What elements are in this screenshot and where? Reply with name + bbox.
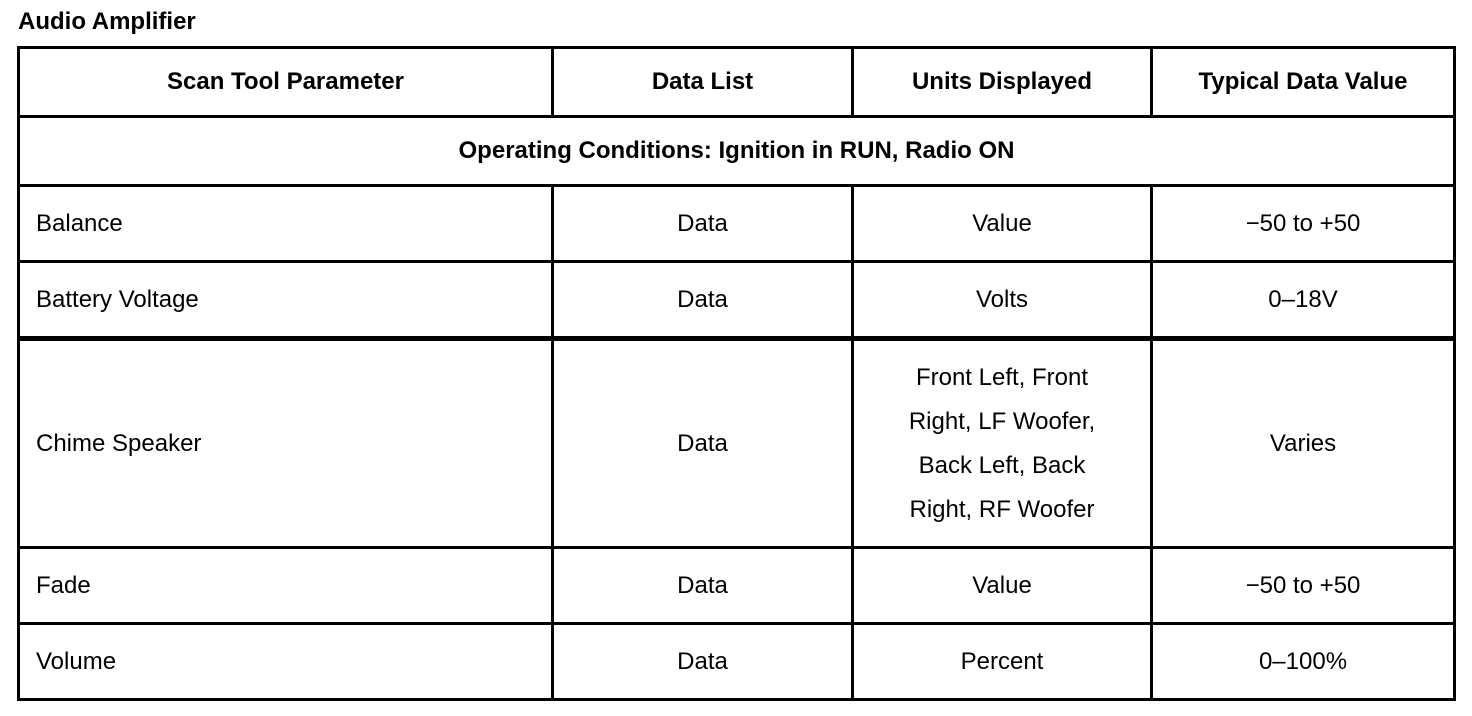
units-multiline-text: Front Left, Front Right, LF Woofer, Back Left, Back Right, RF Woofer (908, 363, 1096, 523)
data-list-cell: Data (553, 262, 853, 339)
typical-value-cell: 0–18V (1152, 262, 1455, 339)
document-title: Audio Amplifier (18, 8, 196, 35)
data-list-cell: Data (553, 624, 853, 700)
parameter-cell: Chime Speaker (19, 339, 553, 548)
units-cell: Percent (853, 624, 1152, 700)
units-cell: Value (853, 548, 1152, 624)
header-scan-tool-parameter: Scan Tool Parameter (19, 48, 553, 117)
typical-value-cell: 0–100% (1152, 624, 1455, 700)
data-list-cell: Data (553, 186, 853, 262)
units-cell: Value (853, 186, 1152, 262)
units-cell (853, 339, 1152, 548)
parameter-cell: Battery Voltage (19, 262, 553, 339)
typical-value-cell: Varies (1152, 339, 1455, 548)
parameter-cell: Fade (19, 548, 553, 624)
typical-value-cell: −50 to +50 (1152, 186, 1455, 262)
operating-conditions: Operating Conditions: Ignition in RUN, Radio ON (19, 117, 1455, 186)
table-row (19, 262, 1455, 339)
typical-value-cell: −50 to +50 (1152, 548, 1455, 624)
parameter-cell: Volume (19, 624, 553, 700)
table-row (19, 186, 1455, 262)
table-header-row (19, 48, 1455, 117)
header-units-displayed: Units Displayed (853, 48, 1152, 117)
scan-tool-data-table (17, 46, 1456, 701)
units-cell: Volts (853, 262, 1152, 339)
data-list-cell: Data (553, 339, 853, 548)
parameter-cell: Balance (19, 186, 553, 262)
header-typical-data-value: Typical Data Value (1152, 48, 1455, 117)
table-row (19, 624, 1455, 700)
operating-conditions-row (19, 117, 1455, 186)
header-data-list: Data List (553, 48, 853, 117)
table-row (19, 339, 1455, 548)
data-list-cell: Data (553, 548, 853, 624)
table-row (19, 548, 1455, 624)
